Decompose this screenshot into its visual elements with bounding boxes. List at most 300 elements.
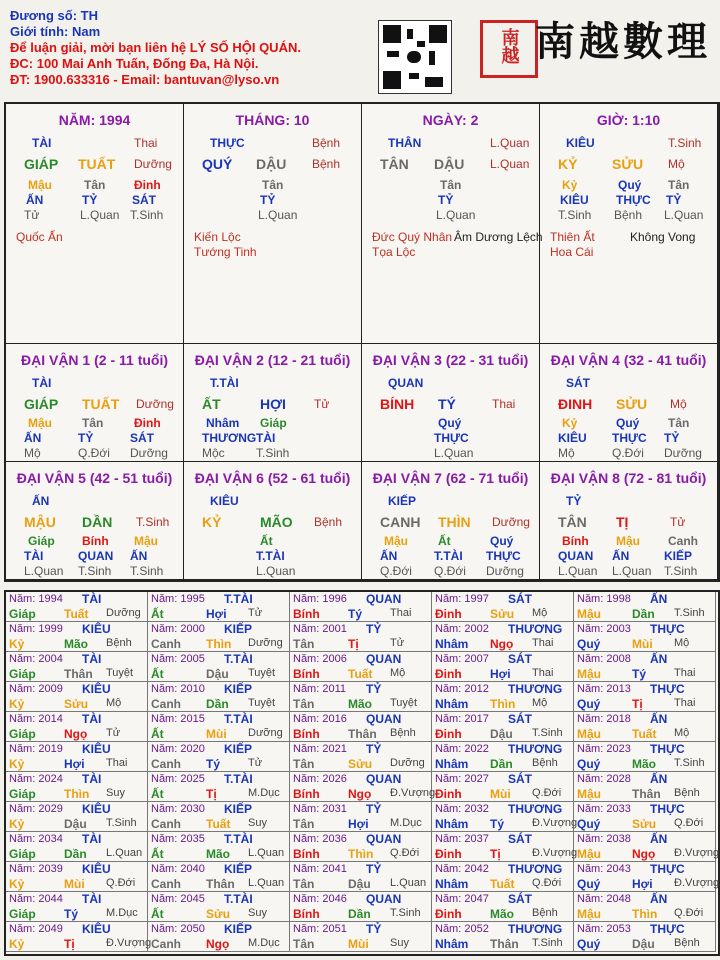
hidden-stem: Quý — [618, 178, 642, 192]
hidden-state: L.Quan — [612, 564, 652, 578]
year-branch: Tị — [632, 697, 643, 711]
earth-branch: HỢI — [260, 396, 286, 412]
dai-van-title: ĐẠI VẬN 2 (12 - 21 tuổi) — [194, 352, 351, 368]
year-branch: Hợi — [64, 757, 85, 771]
year-label: Năm: 2001 — [293, 623, 347, 635]
hidden-stem: Mậu — [384, 534, 408, 548]
year-stem: Canh — [151, 877, 181, 891]
year-stem: Kỷ — [9, 757, 25, 771]
year-cell — [290, 862, 432, 892]
pillar-cell — [184, 104, 362, 344]
logo-seal: 南越 — [480, 20, 538, 78]
year-state: Q.Đới — [106, 877, 136, 889]
year-state: Tử — [248, 757, 263, 769]
year-label: Năm: 1995 — [151, 593, 205, 605]
year-stem: Nhâm — [435, 937, 469, 951]
year-stem: Nhâm — [435, 817, 469, 831]
year-stem: Giáp — [9, 607, 36, 621]
hidden-state: Q.Đới — [380, 564, 412, 578]
year-stem: Canh — [151, 637, 181, 651]
year-state: T.Sinh — [390, 907, 421, 919]
hidden-stem: Quý — [490, 534, 514, 548]
year-label: Năm: 2014 — [9, 713, 63, 725]
hidden-stem: Mậu — [28, 416, 52, 430]
year-label: Năm: 2026 — [293, 773, 347, 785]
year-stem: Đinh — [435, 727, 462, 741]
hidden-god: TÀI — [24, 549, 44, 563]
hidden-state: L.Quan — [256, 564, 296, 578]
contact-line-1: Để luận giải, mời bạn liên hệ LÝ SỐ HỘI QUÁN. — [10, 40, 301, 55]
year-cell — [290, 622, 432, 652]
year-state: T.Sinh — [532, 727, 563, 739]
year-state: Thai — [674, 697, 696, 709]
year-cell — [148, 742, 290, 772]
year-branch: Tuất — [206, 817, 231, 831]
branch-state: Mộ — [668, 157, 685, 171]
top-state: Thai — [134, 136, 158, 150]
hidden-god: ẤN — [24, 431, 42, 445]
heaven-stem: KỶ — [558, 156, 578, 172]
year-stem: Giáp — [9, 667, 36, 681]
year-cell — [574, 892, 716, 922]
hidden-state: T.Sinh — [256, 446, 290, 460]
ten-god: SÁT — [508, 832, 532, 846]
ten-god: QUAN — [366, 892, 402, 906]
ten-god: THƯƠNG — [508, 682, 563, 696]
ten-god: TỶ — [366, 682, 382, 696]
ten-god: THỰC — [650, 682, 685, 696]
year-branch: Thân — [632, 787, 661, 801]
year-branch: Dậu — [490, 727, 513, 741]
ten-god: T.TÀI — [224, 892, 253, 906]
hidden-state: Mộ — [24, 446, 41, 460]
hidden-god: THỰC — [486, 549, 521, 563]
star-label: Không Vong — [630, 230, 696, 244]
heaven-stem: BÍNH — [380, 396, 415, 412]
year-state: Suy — [106, 787, 125, 799]
heaven-stem: MẬU — [24, 514, 56, 530]
contact-line-3: ĐT: 1900.633316 - Email: bantuvan@lyso.vn — [10, 72, 280, 87]
year-branch: Sửu — [490, 607, 515, 621]
year-state: Đ.Vượng — [106, 937, 152, 949]
year-label: Năm: 2030 — [151, 803, 205, 815]
year-branch: Hợi — [490, 667, 511, 681]
heaven-stem: ĐINH — [558, 396, 593, 412]
logo-text: 南越數理 — [535, 18, 711, 65]
year-state: Dưỡng — [390, 757, 425, 769]
ten-god: KIẾP — [224, 802, 253, 816]
ten-god: THƯƠNG — [508, 922, 563, 936]
year-cell — [574, 712, 716, 742]
year-cell — [290, 802, 432, 832]
year-cell — [290, 922, 432, 952]
year-cell — [574, 772, 716, 802]
year-label: Năm: 2000 — [151, 623, 205, 635]
year-branch: Ngọ — [64, 727, 88, 741]
year-label: Năm: 2010 — [151, 683, 205, 695]
hidden-state: L.Quan — [436, 208, 476, 222]
year-state: Mộ — [532, 697, 548, 709]
dai-van-cell — [362, 344, 540, 462]
earth-branch: SỬU — [616, 396, 648, 412]
year-cell — [6, 862, 148, 892]
year-state: M.Dục — [248, 787, 280, 799]
year-branch: Dậu — [206, 667, 229, 681]
star-label: Quốc Ấn — [16, 230, 63, 244]
year-label: Năm: 2013 — [577, 683, 631, 695]
ten-god: THƯƠNG — [508, 622, 563, 636]
year-cell — [6, 922, 152, 952]
year-stem: Canh — [151, 817, 181, 831]
year-state: Tử — [248, 607, 263, 619]
hidden-god: SÁT — [132, 193, 156, 207]
dai-van-title: ĐẠI VẬN 6 (52 - 61 tuổi) — [194, 470, 351, 486]
year-cell — [148, 712, 290, 742]
year-cell — [574, 622, 716, 652]
year-state: Thai — [674, 667, 696, 679]
year-stem: Bính — [293, 727, 320, 741]
year-state: Tuyệt — [248, 667, 276, 679]
year-cell — [432, 862, 574, 892]
hidden-state: T.Sinh — [664, 564, 698, 578]
year-branch: Tuất — [348, 667, 373, 681]
ten-god: T.TÀI — [210, 376, 239, 390]
year-branch: Thân — [490, 937, 519, 951]
year-label: Năm: 2017 — [435, 713, 489, 725]
year-state: Tuyệt — [248, 697, 276, 709]
ten-god: THỰC — [650, 742, 685, 756]
year-branch: Thân — [64, 667, 93, 681]
year-state: T.Sinh — [674, 757, 705, 769]
qr-code[interactable] — [378, 20, 452, 94]
year-cell — [290, 892, 432, 922]
hidden-stem: Kỷ — [562, 178, 578, 192]
year-branch: Sửu — [632, 817, 657, 831]
ten-god: KIÊU — [82, 742, 111, 756]
earth-branch: DẬU — [434, 156, 465, 172]
year-state: Q.Đới — [532, 877, 562, 889]
heaven-stem: GIÁP — [24, 396, 59, 412]
hidden-god: T.TÀI — [434, 549, 463, 563]
year-branch: Hợi — [348, 817, 369, 831]
year-stem: Tân — [293, 697, 315, 711]
ten-god: TỶ — [366, 802, 382, 816]
header-info — [10, 8, 350, 88]
earth-branch: TUẤT — [78, 156, 116, 172]
earth-branch: TUẤT — [82, 396, 120, 412]
hidden-stem: Tân — [668, 178, 690, 192]
hidden-god: THỰC — [616, 193, 651, 207]
year-branch: Thân — [206, 877, 235, 891]
hidden-god: TỶ — [438, 193, 454, 207]
year-cell — [6, 652, 148, 682]
ten-god: TỶ — [366, 862, 382, 876]
hidden-state: Tử — [24, 208, 40, 222]
hidden-god: SÁT — [130, 431, 154, 445]
year-state: Bệnh — [674, 787, 700, 799]
ten-god: T.TÀI — [224, 592, 253, 606]
dai-van-title: ĐẠI VẬN 8 (72 - 81 tuổi) — [550, 470, 707, 486]
ten-god: ẤN — [650, 832, 668, 846]
year-state: Suy — [248, 817, 267, 829]
year-branch: Tý — [348, 607, 363, 621]
year-stem: Ất — [151, 607, 164, 621]
yearly-table — [4, 590, 720, 956]
branch-state: Thai — [492, 397, 516, 411]
year-stem: Đinh — [435, 667, 462, 681]
hidden-stem: Giáp — [28, 534, 55, 548]
ten-god: THÂN — [388, 136, 422, 150]
year-label: Năm: 2008 — [577, 653, 631, 665]
dai-van-cell — [6, 344, 184, 462]
ten-god: THỰC — [650, 922, 685, 936]
ten-god: ẤN — [650, 712, 668, 726]
year-branch: Tị — [348, 637, 359, 651]
year-label: Năm: 2044 — [9, 893, 63, 905]
ten-god: ẤN — [650, 592, 668, 606]
year-label: Năm: 2032 — [435, 803, 489, 815]
year-cell — [148, 682, 290, 712]
year-branch: Ngọ — [348, 787, 372, 801]
name-value: TH — [80, 8, 99, 23]
year-label: Năm: 2049 — [9, 923, 63, 935]
hidden-god: QUAN — [78, 549, 114, 563]
year-state: Thai — [532, 667, 554, 679]
year-branch: Thìn — [348, 847, 374, 861]
ten-god: QUAN — [366, 772, 402, 786]
year-cell — [574, 742, 716, 772]
year-state: Q.Đới — [390, 847, 420, 859]
year-state: M.Dục — [390, 817, 422, 829]
pillar-title: NGÀY: 2 — [422, 112, 479, 128]
year-stem: Tân — [293, 817, 315, 831]
year-branch: Tị — [206, 787, 217, 801]
year-stem: Quý — [577, 937, 601, 951]
top-state: L.Quan — [490, 136, 530, 150]
dai-van-cell — [184, 462, 362, 580]
year-branch: Ngọ — [490, 637, 514, 651]
year-stem: Đinh — [435, 607, 462, 621]
branch-state: Dưỡng — [492, 515, 530, 529]
pillar-title: GIỜ: 1:10 — [596, 112, 661, 128]
ten-god: TỶ — [366, 922, 382, 936]
year-stem: Quý — [577, 817, 601, 831]
year-stem: Mậu — [577, 787, 601, 801]
year-stem: Canh — [151, 937, 181, 951]
year-stem: Tân — [293, 757, 315, 771]
year-stem: Tân — [293, 937, 315, 951]
year-label: Năm: 2052 — [435, 923, 489, 935]
year-label: Năm: 2040 — [151, 863, 205, 875]
dai-van-cell — [362, 462, 540, 580]
hidden-stem: Canh — [668, 534, 698, 548]
year-state: Dưỡng — [248, 727, 283, 739]
year-stem: Bính — [293, 787, 320, 801]
year-state: L.Quan — [106, 847, 143, 859]
hidden-stem: Quý — [438, 416, 462, 430]
year-label: Năm: 2034 — [9, 833, 63, 845]
ten-god: TÀI — [82, 712, 102, 726]
year-stem: Giáp — [9, 727, 36, 741]
year-stem: Ất — [151, 727, 164, 741]
year-cell — [6, 682, 148, 712]
earth-branch: MÃO — [260, 514, 293, 530]
year-label: Năm: 2016 — [293, 713, 347, 725]
ten-god: THƯƠNG — [508, 802, 563, 816]
hidden-state: Mộ — [558, 446, 575, 460]
year-stem: Giáp — [9, 787, 36, 801]
year-cell — [148, 862, 290, 892]
star-label: Thiên Ất — [550, 230, 595, 244]
year-cell — [432, 802, 578, 832]
year-stem: Canh — [151, 757, 181, 771]
dai-van-cell — [184, 344, 362, 462]
year-state: Thai — [106, 757, 128, 769]
year-branch: Mùi — [206, 727, 227, 741]
year-label: Năm: 2012 — [435, 683, 489, 695]
dai-van-title: ĐẠI VẬN 3 (22 - 31 tuổi) — [372, 352, 529, 368]
year-cell — [574, 802, 716, 832]
year-branch: Dần — [64, 847, 87, 861]
hidden-god: TỶ — [78, 431, 94, 445]
ten-god: TỶ — [566, 494, 582, 508]
year-label: Năm: 2048 — [577, 893, 631, 905]
dai-van-title: ĐẠI VẬN 1 (2 - 11 tuổi) — [20, 352, 169, 368]
year-stem: Giáp — [9, 907, 36, 921]
year-label: Năm: 2031 — [293, 803, 347, 815]
year-cell — [148, 622, 290, 652]
year-state: T.Sinh — [106, 817, 137, 829]
dai-van-title: ĐẠI VẬN 4 (32 - 41 tuổi) — [550, 352, 707, 368]
year-stem: Tân — [293, 637, 315, 651]
year-branch: Tý — [206, 757, 221, 771]
dai-van-cell — [6, 462, 184, 580]
year-branch: Tý — [632, 667, 647, 681]
ten-god: KIÊU — [566, 136, 595, 150]
ten-god: KIẾP — [224, 742, 253, 756]
year-cell — [290, 682, 432, 712]
year-cell — [432, 622, 574, 652]
top-state: T.Sinh — [668, 136, 702, 150]
year-branch: Mão — [632, 757, 656, 771]
ten-god: ẤN — [32, 494, 50, 508]
year-label: Năm: 2053 — [577, 923, 631, 935]
year-state: L.Quan — [248, 877, 285, 889]
year-label: Năm: 2050 — [151, 923, 205, 935]
year-label: Năm: 2036 — [293, 833, 347, 845]
year-label: Năm: 2006 — [293, 653, 347, 665]
year-branch: Tuất — [64, 607, 89, 621]
year-state: Bệnh — [532, 757, 558, 769]
year-branch: Ngọ — [206, 937, 230, 951]
ten-god: QUAN — [388, 376, 424, 390]
hidden-god: THỰC — [434, 431, 469, 445]
year-stem: Giáp — [9, 847, 36, 861]
year-stem: Kỷ — [9, 637, 25, 651]
year-label: Năm: 2028 — [577, 773, 631, 785]
pillar-cell — [6, 104, 184, 344]
year-stem: Nhâm — [435, 637, 469, 651]
hidden-stem: Bính — [562, 534, 589, 548]
hidden-god: TÀI — [256, 431, 276, 445]
year-cell — [6, 712, 148, 742]
ten-god: QUAN — [366, 712, 402, 726]
year-label: Năm: 1994 — [9, 593, 63, 605]
pillar-cell — [540, 104, 718, 344]
heaven-stem: TÂN — [380, 156, 409, 172]
year-stem: Kỷ — [9, 697, 25, 711]
hidden-god: ẤN — [612, 549, 630, 563]
year-stem: Nhâm — [435, 877, 469, 891]
year-state: Dưỡng — [106, 607, 141, 619]
ten-god: KIÊU — [82, 682, 111, 696]
year-state: Bệnh — [532, 907, 558, 919]
ten-god: TÀI — [82, 772, 102, 786]
year-cell — [290, 652, 432, 682]
year-branch: Dần — [632, 607, 655, 621]
dai-van-title: ĐẠI VẬN 5 (42 - 51 tuổi) — [16, 470, 173, 486]
ten-god: QUAN — [366, 832, 402, 846]
year-label: Năm: 2027 — [435, 773, 489, 785]
year-stem: Quý — [577, 637, 601, 651]
year-branch: Thìn — [64, 787, 90, 801]
year-branch: Mùi — [64, 877, 85, 891]
year-state: Q.Đới — [674, 817, 704, 829]
year-state: T.Sinh — [532, 937, 563, 949]
pillar-title: THÁNG: 10 — [235, 112, 310, 128]
year-cell — [290, 592, 432, 622]
year-stem: Ất — [151, 907, 164, 921]
ten-god: QUAN — [366, 652, 402, 666]
year-branch: Mão — [64, 637, 88, 651]
year-label: Năm: 2018 — [577, 713, 631, 725]
hidden-stem: Tân — [262, 178, 284, 192]
year-label: Năm: 1996 — [293, 593, 347, 605]
year-label: Năm: 1998 — [577, 593, 631, 605]
hidden-state: Q.Đới — [434, 564, 466, 578]
ten-god: SÁT — [508, 892, 532, 906]
star-label: Tướng Tinh — [194, 245, 257, 259]
year-state: Mộ — [106, 697, 122, 709]
year-branch: Thìn — [490, 697, 516, 711]
year-branch: Tý — [490, 817, 505, 831]
hidden-state: Q.Đới — [78, 446, 110, 460]
hidden-state: Q.Đới — [612, 446, 644, 460]
branch-state: Dưỡng — [136, 397, 174, 411]
ten-god: TÀI — [82, 832, 102, 846]
year-stem: Ất — [151, 667, 164, 681]
dai-van-cell — [540, 344, 718, 462]
ten-god: SÁT — [508, 592, 532, 606]
year-branch: Ngọ — [632, 847, 656, 861]
hidden-state: T.Sinh — [558, 208, 592, 222]
ten-god: ẤN — [650, 772, 668, 786]
year-cell — [148, 772, 290, 802]
year-state: Đ.Vượng — [674, 847, 720, 859]
hidden-stem: Quý — [616, 416, 640, 430]
hidden-stem: Đinh — [134, 178, 161, 192]
year-cell — [6, 592, 148, 622]
year-state: Bệnh — [674, 937, 700, 949]
hidden-state: L.Quan — [434, 446, 474, 460]
earth-branch: TÝ — [438, 396, 456, 412]
year-cell — [148, 892, 290, 922]
earth-branch: DẬU — [256, 156, 287, 172]
year-state: Tử — [390, 637, 405, 649]
ten-god: SÁT — [508, 772, 532, 786]
year-state: Tuyệt — [106, 667, 134, 679]
hidden-god: ẤN — [380, 549, 398, 563]
